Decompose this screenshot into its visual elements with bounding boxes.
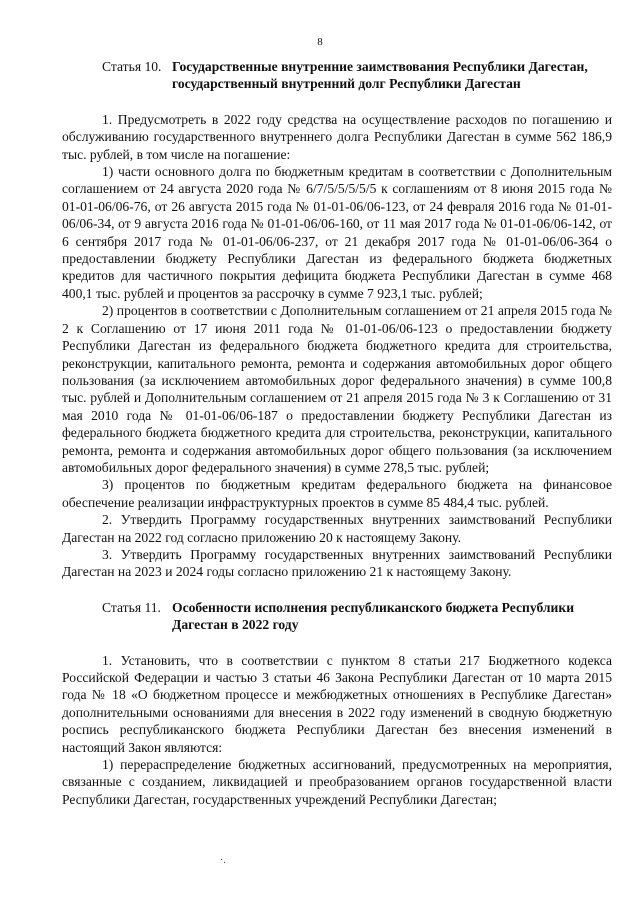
article-11-title: Особенности исполнения республиканского бюджета Республики Дагестан в 2022 году — [172, 599, 575, 633]
article-10-paragraph: 2) процентов в соответствии с Дополнительным соглашением от 21 апреля 2015 года № 2 к Соглашению от 17 июня 2011 года № 01-01-06/06-123 о предоставлении бюджету Республики Дагестан из федерального бюджета бюджетного кредита для строительства, реконструкции, капитального ремонта, ремонта и содержания автомобильных дорог общего пользования (за исключением автомобильных дорог федерального значения) в сумме 100,8 тыс. рублей и Дополнительным соглашением от 21 апреля 2015 года № 3 к Соглашению от 31 мая 2010 года № 01-01-06/06-187 о предоставлении бюджету Республики Дагестан из федерального бюджета бюджетного кредита для строительства, реконструкции, капитального ремонта, ремонта и содержания автомобильных дорог общего пользования (за исключением автомобильных дорог федерального значения) в сумме 278,5 тыс. рублей; — [62, 303, 612, 475]
article-10-paragraph: 2. Утвердить Программу государственных внутренних заимствований Республики Дагестан на 2022 год согласно приложению 20 к настоящему Закону. — [62, 512, 612, 545]
article-10-paragraph: 1. Предусмотреть в 2022 году средства на осуществление расходов по погашению и обслуживанию государственного внутреннего долга Республики Дагестан в сумме 562 186,9 тыс. рублей, в том числе на погашение: — [62, 111, 612, 162]
article-11-paragraph: 1) перераспределение бюджетных ассигнований, предусмотренных на мероприятия, связанные с созданием, ликвидацией и преобразованием органов государственной власти Республики Дагестан, государственных учреждений Республики Дагестан; — [62, 757, 612, 807]
article-11-label: Статья 11. — [102, 599, 161, 615]
article-10-heading — [62, 58, 612, 93]
article-11-heading — [62, 599, 612, 634]
article-10-label: Статья 10. — [102, 59, 162, 74]
article-11-paragraph: 1. Установить, что в соответствии с пунктом 8 статьи 217 Бюджетного кодекса Российской Федерации и частью 3 статьи 46 Закона Республики Дагестан от 10 марта 2015 года № 18 «О бюджетном процессе и межбюджетных отношениях в Республике Дагестан» дополнительными основаниями для внесения в 2022 году изменений в сводную бюджетную роспись республиканского бюджета Республики Дагестан без внесения изменений в настоящий Закон являются: — [62, 652, 612, 755]
page-number: 8 — [317, 36, 323, 48]
article-10-paragraph: 1) части основного долга по бюджетным кредитам в соответствии с Дополнительным соглашением от 24 августа 2020 года № 6/7/5/5/5/5/5 к соглашениям от 8 июня 2015 года № 01-01-06/06-76, от 26 августа 2015 года № 01-01-06/06-123, от 24 февраля 2016 года № 01-01-06/06-34, от 9 августа 2016 года № 01-01-06/06-160, от 11 мая 2017 года № 01-01-06/06-142, от 6 сентября 2017 года № 01-01-06/06-237, от 21 декабря 2017 года № 01-01-06/06-364 о предоставлении бюджету Республики Дагестан из федерального бюджета бюджетных кредитов для частичного покрытия дефицита бюджета Республики Дагестан в сумме 468 400,1 тыс. рублей и процентов за рассрочку в сумме 7 923,1 тыс. рублей; — [62, 164, 612, 301]
article-10-paragraph: 3. Утвердить Программу государственных внутренних заимствований Республики Дагестан на 2023 и 2024 годы согласно приложению 21 к настоящему Закону. — [62, 546, 612, 580]
document-body — [62, 54, 612, 808]
scan-mark: ·. — [220, 855, 226, 866]
article-10-title: Государственные внутренние заимствования Республики Дагестан, государственный внутренний долг Республики Дагестан — [172, 59, 588, 92]
article-10-paragraph: 3) процентов по бюджетным кредитам федерального бюджета на финансовое обеспечение реализации инфраструктурных проектов в сумме 85 484,4 тыс. рублей. — [62, 477, 612, 510]
